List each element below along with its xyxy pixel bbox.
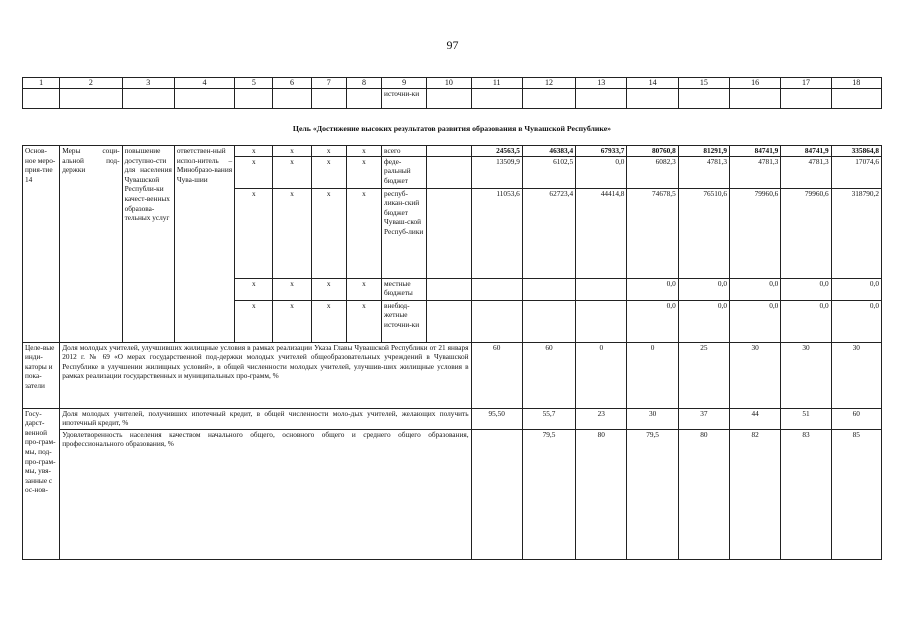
value-cell: 67933,7	[576, 146, 627, 157]
value-cell: 60	[831, 408, 881, 429]
value-cell: 0,0	[730, 278, 781, 300]
funding-source: респуб-ликан-ский бюджет Чуваш-ской Респуб-лики	[382, 188, 427, 278]
x-cell: x	[311, 278, 346, 300]
program-table	[22, 77, 882, 560]
indicator-row	[23, 408, 882, 429]
value-cell	[522, 300, 575, 342]
header-col: 4	[174, 78, 234, 89]
value-cell: 84741,9	[730, 146, 781, 157]
value-cell: 51	[781, 408, 831, 429]
value-cell: 0,0	[627, 278, 678, 300]
header-col: 16	[730, 78, 781, 89]
value-cell: 80	[576, 429, 627, 559]
value-cell: 23	[576, 408, 627, 429]
value-cell: 84741,9	[781, 146, 831, 157]
header-col: 6	[273, 78, 311, 89]
header-col: 9	[382, 78, 427, 89]
header-row	[23, 78, 882, 89]
value-cell: 46383,4	[522, 146, 575, 157]
value-cell: 60	[522, 342, 575, 408]
indicator-text: Удовлетворенность населения качеством начального общего, основного общего и среднего общего образования, профессионального образования, %	[60, 429, 471, 559]
header-col: 3	[122, 78, 174, 89]
value-cell: 0	[627, 342, 678, 408]
value-cell: 83	[781, 429, 831, 559]
value-cell	[576, 300, 627, 342]
x-cell: x	[273, 300, 311, 342]
header-col: 2	[60, 78, 122, 89]
table-row	[23, 146, 882, 157]
value-cell: 81291,9	[678, 146, 729, 157]
header-col: 8	[346, 78, 381, 89]
continuation-row	[23, 89, 882, 109]
executor: ответствен-ный испол-нитель – Минобразо-вания Чува-шии	[174, 146, 234, 279]
x-cell: x	[273, 156, 311, 188]
indicators-label: Целе-вые инди-каторы и пока-затели	[23, 342, 60, 408]
value-cell: 80760,8	[627, 146, 678, 157]
value-cell: 30	[781, 342, 831, 408]
value-cell	[576, 278, 627, 300]
value-cell: 6102,5	[522, 156, 575, 188]
funding-source: местные бюджеты	[382, 278, 427, 300]
value-cell: 55,7	[522, 408, 575, 429]
measure-name: Меры соци-альной под-держки	[60, 146, 122, 279]
value-cell: 95,50	[471, 408, 522, 429]
value-cell: 79,5	[522, 429, 575, 559]
value-cell: 0	[576, 342, 627, 408]
value-cell: 79960,6	[781, 188, 831, 278]
header-col: 10	[427, 78, 471, 89]
value-cell: 0,0	[831, 300, 881, 342]
indicator-row	[23, 429, 882, 559]
x-cell: x	[311, 156, 346, 188]
value-cell: 0,0	[781, 278, 831, 300]
value-cell: 82	[730, 429, 781, 559]
x-cell: x	[346, 300, 381, 342]
x-cell: x	[273, 278, 311, 300]
goal-title: Цель «Достижение высоких результатов развития образования в Чувашской Республике»	[292, 124, 612, 133]
value-cell: 0,0	[678, 300, 729, 342]
value-cell: 17074,6	[831, 156, 881, 188]
value-cell: 4781,3	[730, 156, 781, 188]
page-number: 97	[446, 38, 459, 52]
header-col: 7	[311, 78, 346, 89]
goal-description: повышение доступно-сти для населения Чувашской Республи-ки качест-венных образова-тельных услуг	[122, 146, 174, 279]
header-col: 18	[831, 78, 881, 89]
value-cell: 60	[471, 342, 522, 408]
header-col: 12	[522, 78, 575, 89]
value-cell: 30	[730, 342, 781, 408]
value-cell: 85	[831, 429, 881, 559]
x-cell: x	[235, 278, 273, 300]
x-cell: x	[273, 188, 311, 278]
x-cell: x	[311, 188, 346, 278]
value-cell	[471, 300, 522, 342]
value-cell: 80	[678, 429, 729, 559]
value-cell: 44414,8	[576, 188, 627, 278]
funding-source: всего	[382, 146, 427, 157]
goal-row	[23, 109, 882, 146]
value-cell: 4781,3	[678, 156, 729, 188]
funding-source: феде-ральный бюджет	[382, 156, 427, 188]
value-cell: 0,0	[781, 300, 831, 342]
value-cell: 74678,5	[627, 188, 678, 278]
header-col: 13	[576, 78, 627, 89]
indicator-text: Доля молодых учителей, получивших ипотечный кредит, в общей численности моло-дых учителей, желающих получить ипотечный кредит, %	[60, 408, 471, 429]
value-cell: 0,0	[678, 278, 729, 300]
header-col: 11	[471, 78, 522, 89]
table-row	[23, 278, 882, 300]
value-cell: 13509,9	[471, 156, 522, 188]
x-cell: x	[311, 300, 346, 342]
x-cell: x	[311, 146, 346, 157]
value-cell	[471, 429, 522, 559]
x-cell: x	[235, 146, 273, 157]
value-cell: 0,0	[576, 156, 627, 188]
x-cell: x	[346, 156, 381, 188]
value-cell: 30	[831, 342, 881, 408]
x-cell: x	[235, 156, 273, 188]
value-cell: 6082,3	[627, 156, 678, 188]
indicator-text: Доля молодых учителей, улучшивших жилищные условия в рамках реализации Указа Главы Чувашской Республики от 21 января 2012 г. № 69 «О мерах государственной под-держки молодых учителей общеобразовательных учреждений в Чувашской Республике в улучшении жилищных условий», в общей численности молодых учителей, улучшив-ших жилищные условия в рамках реализации государственных и муниципальных про-грамм, %	[60, 342, 471, 408]
x-cell: x	[273, 146, 311, 157]
x-cell: x	[346, 146, 381, 157]
value-cell: 11053,6	[471, 188, 522, 278]
value-cell: 62723,4	[522, 188, 575, 278]
value-cell: 318790,2	[831, 188, 881, 278]
value-cell: 0,0	[627, 300, 678, 342]
value-cell: 4781,3	[781, 156, 831, 188]
value-cell: 37	[678, 408, 729, 429]
value-cell: 79,5	[627, 429, 678, 559]
header-col: 17	[781, 78, 831, 89]
value-cell: 44	[730, 408, 781, 429]
header-col: 5	[235, 78, 273, 89]
x-cell: x	[235, 188, 273, 278]
header-col: 14	[627, 78, 678, 89]
x-cell: x	[346, 278, 381, 300]
value-cell: 24563,5	[471, 146, 522, 157]
funding-source: внебюд-жетные источни-ки	[382, 300, 427, 342]
cont-source: источни-ки	[382, 89, 427, 109]
indicator-row	[23, 342, 882, 408]
activity-label: Основ-ное меро-прия-тие 14	[23, 146, 60, 343]
indicators-label: Госу-дарст-венной про-грам-мы, под-про-грам-мы, увя-занные с ос-нов-	[23, 408, 60, 559]
value-cell: 0,0	[730, 300, 781, 342]
value-cell	[522, 278, 575, 300]
header-col: 15	[678, 78, 729, 89]
value-cell: 76510,6	[678, 188, 729, 278]
value-cell: 79960,6	[730, 188, 781, 278]
value-cell: 335864,8	[831, 146, 881, 157]
x-cell: x	[346, 188, 381, 278]
value-cell: 30	[627, 408, 678, 429]
header-col: 1	[23, 78, 60, 89]
value-cell: 25	[678, 342, 729, 408]
value-cell: 0,0	[831, 278, 881, 300]
x-cell: x	[235, 300, 273, 342]
value-cell	[471, 278, 522, 300]
